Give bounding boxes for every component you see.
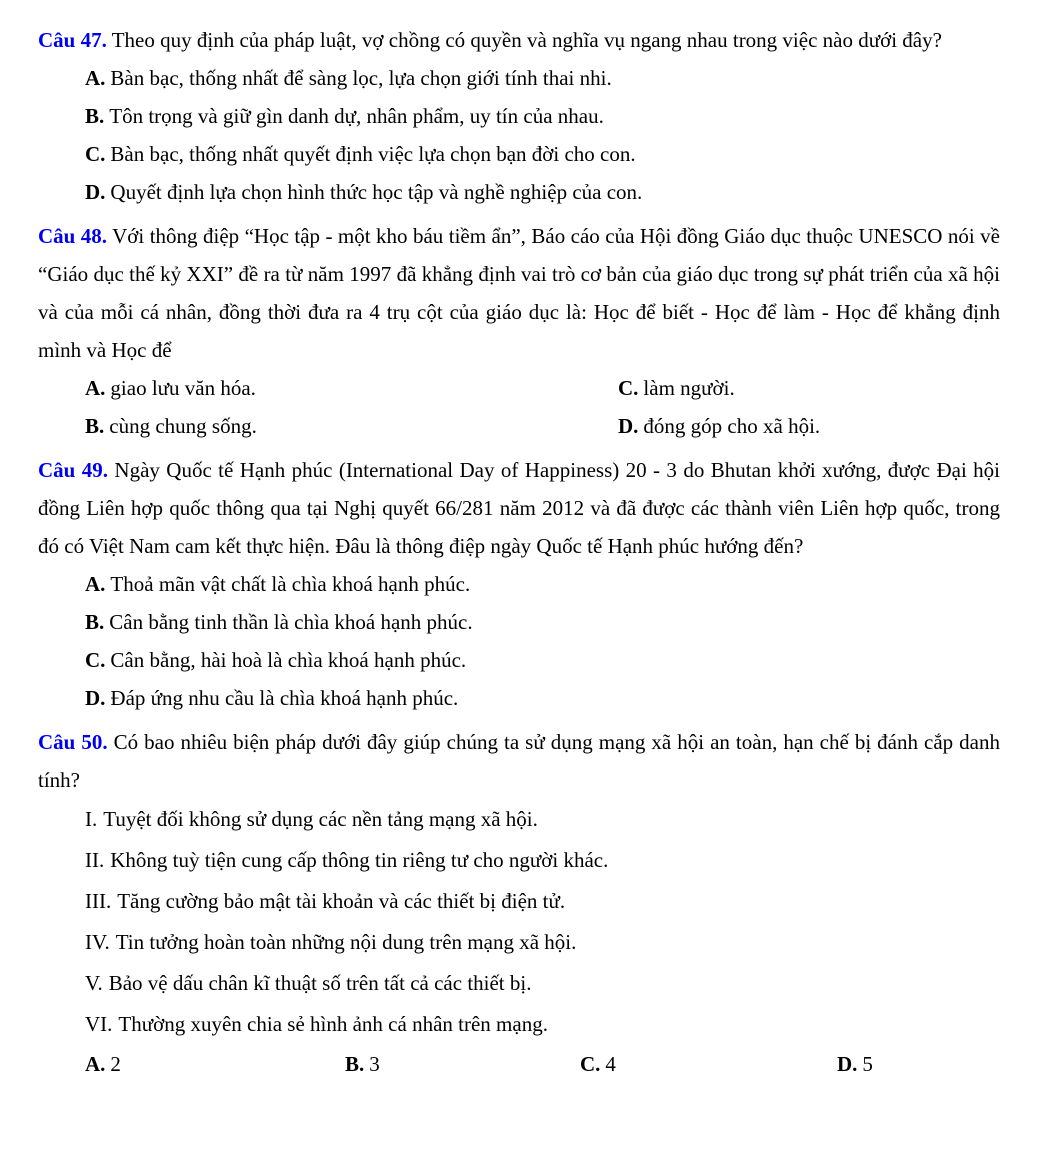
option-label: B. — [85, 610, 105, 634]
question-48-number: Câu 48. — [38, 224, 108, 248]
statement-text: Tin tưởng hoàn toàn những nội dung trên mạng xã hội. — [115, 930, 577, 954]
question-50-option-b — [345, 1045, 580, 1083]
option-label: D. — [618, 414, 639, 438]
question-49-option-c — [85, 641, 1000, 679]
option-label: B. — [85, 414, 105, 438]
question-50-option-d — [837, 1045, 1000, 1083]
question-50-statement-2 — [85, 840, 1000, 881]
option-text: Đáp ứng nhu cầu là chìa khoá hạnh phúc. — [110, 686, 459, 710]
option-text: giao lưu văn hóa. — [110, 376, 256, 400]
statement-label: I. — [85, 807, 98, 831]
statement-label: III. — [85, 889, 112, 913]
question-48-options-grid — [85, 369, 1000, 445]
option-text: 5 — [862, 1052, 873, 1076]
question-48-option-a — [85, 369, 618, 407]
question-47-option-c — [85, 135, 1000, 173]
question-47-paragraph — [38, 21, 1000, 59]
statement-label: VI. — [85, 1012, 113, 1036]
statement-label: IV. — [85, 930, 110, 954]
question-48-option-d — [618, 407, 1000, 445]
option-text: Quyết định lựa chọn hình thức học tập và nghề nghiệp của con. — [110, 180, 643, 204]
option-text: làm người. — [643, 376, 735, 400]
question-49-paragraph — [38, 451, 1000, 565]
question-47-number: Câu 47. — [38, 28, 107, 52]
question-49-number: Câu 49. — [38, 458, 108, 482]
option-text: cùng chung sống. — [109, 414, 257, 438]
question-48-option-b — [85, 407, 618, 445]
question-50-option-a — [85, 1045, 345, 1083]
option-label: B. — [85, 104, 105, 128]
statement-label: II. — [85, 848, 105, 872]
question-50-statement-5 — [85, 963, 1000, 1004]
option-text: đóng góp cho xã hội. — [643, 414, 821, 438]
option-text: 4 — [605, 1052, 616, 1076]
option-label: D. — [85, 686, 106, 710]
option-label: D. — [837, 1052, 858, 1076]
question-50-answer-row — [85, 1045, 1000, 1083]
question-49-option-d — [85, 679, 1000, 717]
question-50-statement-3 — [85, 881, 1000, 922]
statement-text: Bảo vệ dấu chân kĩ thuật số trên tất cả các thiết bị. — [108, 971, 532, 995]
option-label: C. — [85, 648, 106, 672]
question-47 — [38, 21, 1000, 211]
question-50-number: Câu 50. — [38, 730, 108, 754]
option-label: C. — [85, 142, 106, 166]
question-50-paragraph — [38, 723, 1000, 799]
question-48-paragraph — [38, 217, 1000, 369]
option-text: 3 — [369, 1052, 380, 1076]
statement-label: V. — [85, 971, 103, 995]
question-49-option-a — [85, 565, 1000, 603]
statement-text: Tuyệt đối không sử dụng các nền tảng mạng xã hội. — [103, 807, 538, 831]
question-48 — [38, 217, 1000, 445]
question-47-text: Theo quy định của pháp luật, vợ chồng có quyền và nghĩa vụ ngang nhau trong việc nào dưới đây? — [111, 28, 942, 52]
question-49-option-b — [85, 603, 1000, 641]
option-label: A. — [85, 572, 106, 596]
option-text: 2 — [110, 1052, 121, 1076]
question-48-option-c — [618, 369, 1000, 407]
option-text: Bàn bạc, thống nhất để sàng lọc, lựa chọn giới tính thai nhi. — [110, 66, 612, 90]
question-47-option-d — [85, 173, 1000, 211]
statement-text: Thường xuyên chia sẻ hình ảnh cá nhân trên mạng. — [118, 1012, 548, 1036]
option-label: D. — [85, 180, 106, 204]
option-text: Bàn bạc, thống nhất quyết định việc lựa chọn bạn đời cho con. — [110, 142, 636, 166]
question-49-text: Ngày Quốc tế Hạnh phúc (International Day of Happiness) 20 - 3 do Bhutan khởi xướng, được Đại hội đồng Liên hợp quốc thông qua tại Nghị quyết 66/281 năm 2012 và đã được các thành viên Liên hợp quốc, trong đó có Việt Nam cam kết thực hiện. Đâu là thông điệp ngày Quốc tế Hạnh phúc hướng đến? — [38, 458, 1001, 558]
option-label: A. — [85, 66, 106, 90]
option-label: C. — [618, 376, 639, 400]
option-label: A. — [85, 1052, 106, 1076]
statement-text: Tăng cường bảo mật tài khoản và các thiết bị điện tử. — [117, 889, 566, 913]
option-label: B. — [345, 1052, 365, 1076]
question-50-option-c — [580, 1045, 837, 1083]
question-50 — [38, 723, 1000, 1083]
option-text: Cân bằng tinh thần là chìa khoá hạnh phúc. — [109, 610, 473, 634]
option-text: Cân bằng, hài hoà là chìa khoá hạnh phúc. — [110, 648, 467, 672]
question-49 — [38, 451, 1000, 717]
option-text: Thoả mãn vật chất là chìa khoá hạnh phúc. — [110, 572, 471, 596]
question-47-option-b — [85, 97, 1000, 135]
question-48-text: Với thông điệp “Học tập - một kho báu tiềm ẩn”, Báo cáo của Hội đồng Giáo dục thuộc UNESCO nói về “Giáo dục thế kỷ XXI” đề ra từ năm 1997 đã khẳng định vai trò cơ bản của giáo dục trong sự phát triển của xã hội và của mỗi cá nhân, đồng thời đưa ra 4 trụ cột của giáo dục là: Học để biết - Học để làm - Học để khẳng định mình và Học để — [38, 224, 1000, 362]
question-50-statement-4 — [85, 922, 1000, 963]
option-label: A. — [85, 376, 106, 400]
question-50-text: Có bao nhiêu biện pháp dưới đây giúp chúng ta sử dụng mạng xã hội an toàn, hạn chế bị đánh cắp danh tính? — [38, 730, 1000, 792]
statement-text: Không tuỳ tiện cung cấp thông tin riêng tư cho người khác. — [110, 848, 609, 872]
question-47-option-a — [85, 59, 1000, 97]
question-50-statement-1 — [85, 799, 1000, 840]
question-50-statement-6 — [85, 1004, 1000, 1045]
option-text: Tôn trọng và giữ gìn danh dự, nhân phẩm, uy tín của nhau. — [109, 104, 604, 128]
option-label: C. — [580, 1052, 601, 1076]
